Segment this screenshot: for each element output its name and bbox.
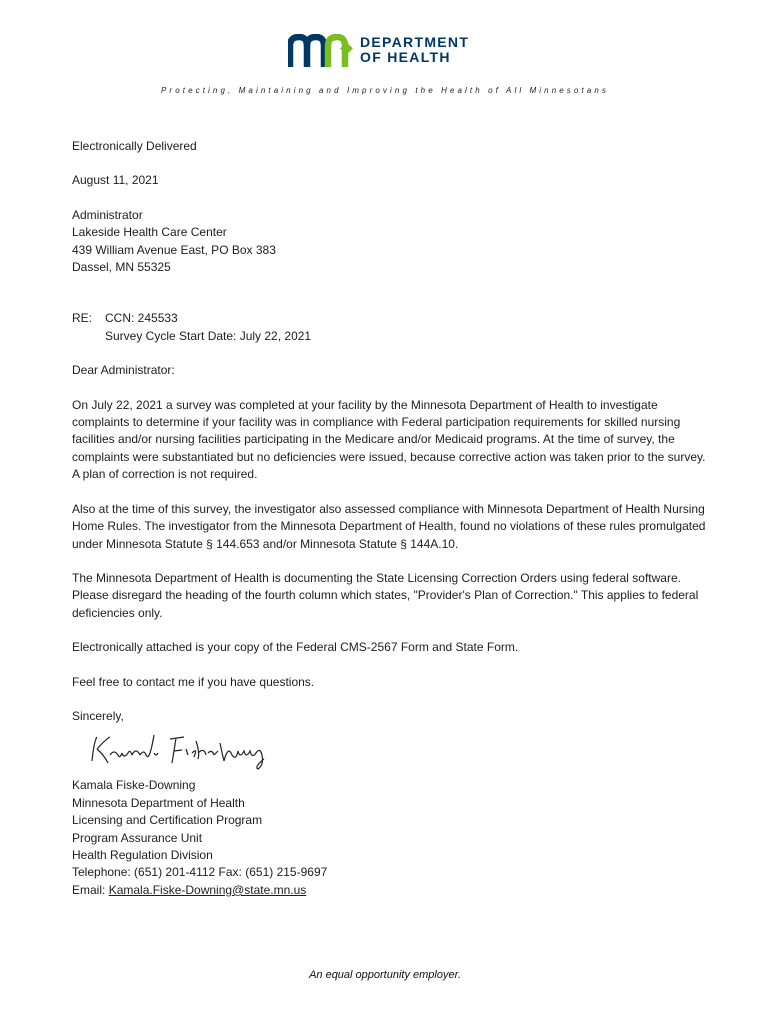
delivery-method: Electronically Delivered <box>72 139 197 153</box>
paragraph-contact: Feel free to contact me if you have questions. <box>72 674 315 689</box>
footer-note: An equal opportunity employer. <box>309 969 461 981</box>
signer-block <box>72 777 712 899</box>
mn-logo-mark <box>288 34 354 68</box>
recipient-line: Administrator <box>72 207 143 222</box>
signature-image <box>88 731 288 771</box>
tagline: Protecting, Maintaining and Improving the Health of All Minnesotans <box>161 86 609 95</box>
department-name <box>360 35 469 65</box>
handwritten-signature <box>72 725 712 777</box>
signer-name: Kamala Fiske-Downing <box>72 778 196 793</box>
closing: Sincerely, <box>72 708 124 723</box>
reference-label: RE: <box>72 311 93 326</box>
signer-organization: Minnesota Department of Health <box>72 795 245 810</box>
mdh-logo <box>288 34 488 68</box>
recipient-address <box>72 207 712 277</box>
paragraph-software: The Minnesota Department of Health is documenting the State Licensing Correction Orders using federal software. Please disregard the heading of the fourth column which states, "Provider's Plan of Correction." This applies to federal deficiencies only. <box>72 570 699 620</box>
recipient-line: Lakeside Health Care Center <box>72 225 227 240</box>
signer-program: Licensing and Certification Program <box>72 813 263 828</box>
recipient-line: 439 William Avenue East, PO Box 383 <box>72 242 276 257</box>
reference-block <box>72 310 712 345</box>
paragraph-rules: Also at the time of this survey, the investigator also assessed compliance with Minnesota Department of Health Nursing Home Rules. The investigator from the Minnesota Department of Health, found no violations of these rules promulgated under Minnesota Statute § 144.653 and/or Minnesota Statute § 144A.10. <box>72 501 706 551</box>
signer-division: Health Regulation Division <box>72 847 213 862</box>
department-line-1: DEPARTMENT <box>360 34 470 50</box>
paragraph-survey: On July 22, 2021 a survey was completed at your facility by the Minnesota Department of Health to investigate complaints to determine if your facility was in compliance with Federal participation requirements for skilled nursing facilities and/or nursing facilities participating in the Medicare and/or Medicaid programs. At the time of survey, the complaints were substantiated but no deficiencies were issued, because corrective action was taken prior to the survey. A plan of correction is not required. <box>72 397 706 482</box>
ccn-line: CCN: 245533 <box>105 311 178 326</box>
paragraph-attachment: Electronically attached is your copy of the Federal CMS-2567 Form and State Form. <box>72 640 519 655</box>
email-label: Email: <box>72 882 109 897</box>
recipient-line: Dassel, MN 55325 <box>72 260 171 275</box>
department-line-2: OF HEALTH <box>360 49 451 65</box>
signer-phone: Telephone: (651) 201-4112 Fax: (651) 215-9697 <box>72 865 328 880</box>
letter-date: August 11, 2021 <box>72 173 159 188</box>
signer-unit: Program Assurance Unit <box>72 830 203 845</box>
salutation: Dear Administrator: <box>72 363 175 378</box>
email-link[interactable]: Kamala.Fiske-Downing@state.mn.us <box>108 882 307 897</box>
survey-date-line: Survey Cycle Start Date: July 22, 2021 <box>105 328 312 343</box>
letter-body <box>72 138 712 899</box>
signer-email-line <box>72 882 712 899</box>
